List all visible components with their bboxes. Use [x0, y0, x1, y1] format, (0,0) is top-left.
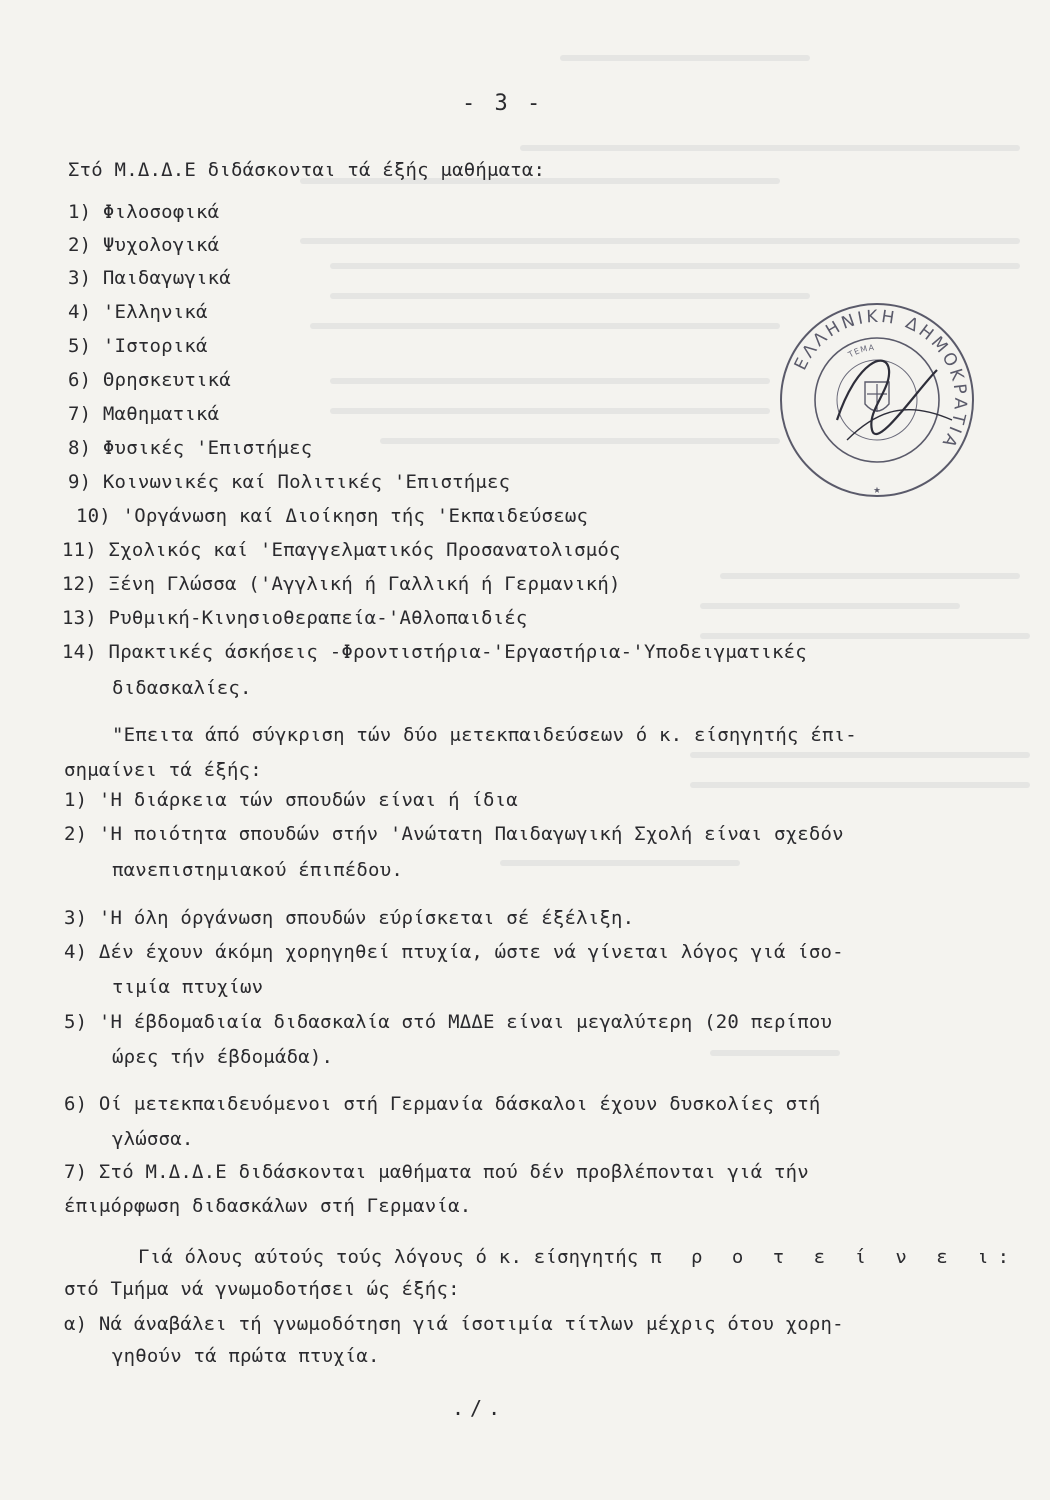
bleed-through-mark: [720, 573, 1020, 579]
proposal-item-continuation: γηθούν τά πρώτα πτυχία.: [112, 1345, 380, 1367]
intro-line: Στό Μ.Δ.Δ.Ε διδάσκονται τά έξής μαθήματα:: [68, 159, 546, 181]
stamp-outer-text: ΕΛΛΗΝΙΚΗ ΔΗΜΟΚΡΑΤΙΑ: [790, 306, 971, 453]
bleed-through-mark: [520, 145, 1020, 151]
subject-item: 4) 'Ελληνικά: [68, 301, 208, 323]
stamp-inner-text: ΤΕΜΑ: [846, 342, 876, 360]
bleed-through-mark: [330, 408, 770, 414]
star-icon: ★: [873, 482, 881, 496]
bleed-through-mark: [300, 238, 1020, 244]
bleed-through-mark: [700, 633, 1030, 639]
finding-item-continuation: ώρες τήν έβδομάδα).: [112, 1046, 334, 1068]
page-number: - 3 -: [462, 91, 544, 116]
finding-item: 1) 'Η διάρκεια τών σπουδών είναι ή ίδια: [64, 789, 518, 811]
official-stamp: [777, 300, 977, 500]
finding-item: 3) 'Η όλη όργάνωση σπουδών εύρίσκεται σέ έξέλιξη.: [64, 907, 635, 929]
finding-item-continuation: πανεπιστημιακού έπιπέδου.: [112, 859, 403, 881]
subject-item-continuation: διδασκαλίες.: [112, 677, 252, 699]
finding-item-continuation: γλώσσα.: [112, 1128, 194, 1150]
subject-item: 2) Ψυχολογικά: [68, 234, 220, 256]
bleed-through-mark: [330, 378, 770, 384]
comparison-line: σημαίνει τά έξής:: [64, 759, 262, 781]
subject-item: 9) Κοινωνικές καί Πολιτικές 'Επιστήμες: [68, 471, 511, 493]
bleed-through-mark: [690, 752, 1030, 758]
bleed-through-mark: [380, 438, 780, 444]
subject-item: 3) Παιδαγωγικά: [68, 267, 231, 289]
bleed-through-mark: [330, 293, 810, 299]
finding-item-continuation: έπιμόρφωση διδασκάλων στή Γερμανία.: [64, 1195, 472, 1217]
bleed-through-mark: [700, 603, 960, 609]
continuation-mark: ./.: [452, 1396, 507, 1420]
signature-icon: [837, 361, 952, 440]
subject-item: 6) Θρησκευτικά: [68, 369, 231, 391]
finding-item: 7) Στό Μ.Δ.Δ.Ε διδάσκονται μαθήματα πού δέν προβλέπονται γιά τήν: [64, 1161, 809, 1183]
proposal-line: [138, 1245, 1018, 1269]
bleed-through-mark: [330, 263, 1020, 269]
bleed-through-mark: [310, 323, 780, 329]
subject-item: 12) Ξένη Γλώσσα ('Αγγλική ή Γαλλική ή Γερμανική): [62, 573, 621, 595]
subject-item: 8) Φυσικές 'Επιστήμες: [68, 437, 313, 459]
finding-item-continuation: τιμία πτυχίων: [112, 976, 264, 998]
bleed-through-mark: [560, 55, 810, 61]
subject-item: 7) Μαθηματικά: [68, 403, 220, 425]
bleed-through-mark: [690, 782, 1030, 788]
finding-item: 6) Οί μετεκπαιδευόμενοι στή Γερμανία δάσκαλοι έχουν δυσκολίες στή: [64, 1093, 821, 1115]
proposal-line: στό Τμήμα νά γνωμοδοτήσει ώς έξής:: [64, 1278, 460, 1300]
finding-item: 2) 'Η ποιότητα σπουδών στήν 'Ανώτατη Παιδαγωγική Σχολή είναι σχεδόν: [64, 823, 844, 845]
subject-item: 1) Φιλοσοφικά: [68, 201, 220, 223]
subject-item: 13) Ρυθμική-Κινησιοθεραπεία-'Αθλοπαιδιές: [62, 607, 528, 629]
subject-item: 10) 'Οργάνωση καί Διοίκηση τής 'Εκπαιδεύσεως: [76, 505, 589, 527]
proposal-spaced-verb: π ρ ο τ ε ί ν ε ι:: [650, 1246, 1019, 1268]
subject-item: 14) Πρακτικές άσκήσεις -Φροντιστήρια-'Εργαστήρια-'Υποδειγματικές: [62, 641, 807, 663]
subject-item: 5) 'Ιστορικά: [68, 335, 208, 357]
finding-item: 4) Δέν έχουν άκόμη χορηγηθεί πτυχία, ώστε νά γίνεται λόγος γιά ίσο-: [64, 941, 844, 963]
subject-item: 11) Σχολικός καί 'Επαγγελματικός Προσανατολισμός: [62, 539, 621, 561]
comparison-line: "Επειτα άπό σύγκριση τών δύο μετεκπαιδεύσεων ό κ. είσηγητής έπι-: [112, 724, 857, 746]
finding-item: 5) 'Η έβδομαδιαία διδασκαλία στό ΜΔΔΕ είναι μεγαλύτερη (20 περίπου: [64, 1011, 833, 1033]
bleed-through-mark: [710, 1050, 840, 1056]
proposal-item: α) Νά άναβάλει τή γνωμοδότηση γιά ίσοτιμία τίτλων μέχρις ότου χορη-: [64, 1313, 844, 1335]
bleed-through-mark: [500, 860, 740, 866]
proposal-intro: Γιά όλους αύτούς τούς λόγους ό κ. είσηγητής: [138, 1246, 639, 1268]
